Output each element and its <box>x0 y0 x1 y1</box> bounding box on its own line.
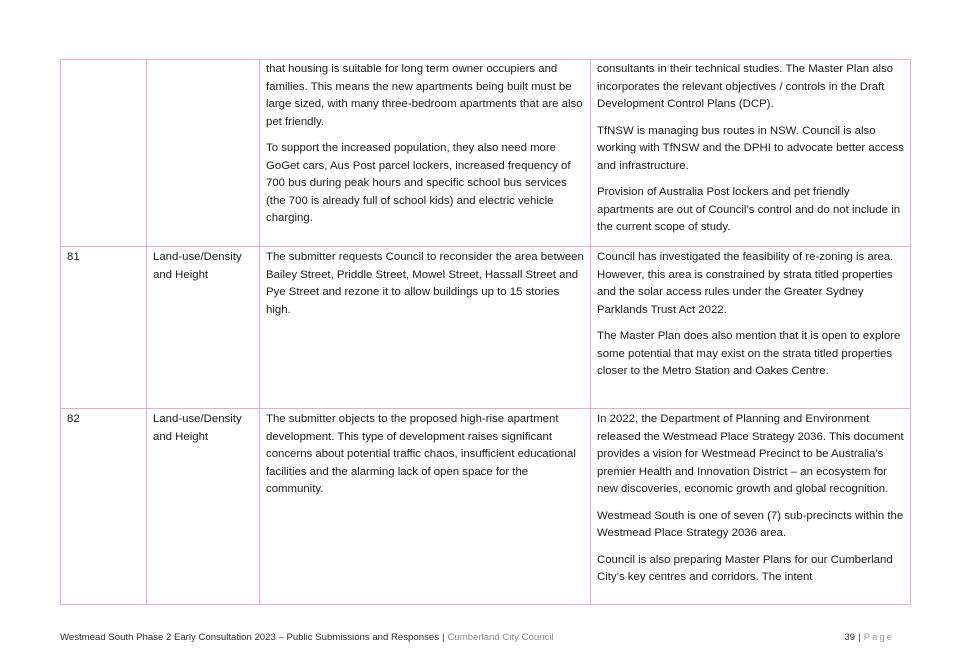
submission-cell <box>260 409 591 605</box>
response-paragraph: TfNSW is managing bus routes in NSW. Council is also working with TfNSW and the DPHI to advocate better access and infrastructure. <box>597 124 904 172</box>
response-cell <box>591 409 911 605</box>
response-paragraph: Provision of Australia Post lockers and pet friendly apartments are out of Council’s control and do not include in the current scope of study. <box>597 186 901 233</box>
submission-paragraph: that housing is suitable for long term owner occupiers and families. This means the new apartments being built must be large sized, with many three-bedroom apartments that are also pet friendly. <box>266 63 583 128</box>
submission-id-cell <box>61 60 147 247</box>
response-paragraph: In 2022, the Department of Planning and Environment released the Westmead Place Strategy 2036. This document provides a vision for Westmead Precinct to be Australia’s premier Health and Innovation District – an ecosystem for new discoveries, economic growth and global recognition. <box>597 413 904 495</box>
footer-organisation: Cumberland City Council <box>447 632 554 643</box>
submissions-table <box>60 59 911 605</box>
page-number-separator: | <box>858 632 861 643</box>
page-footer <box>60 632 894 643</box>
submission-id-cell: 82 <box>61 409 147 605</box>
submission-cell <box>260 247 591 409</box>
submission-cell <box>260 60 591 247</box>
table-row <box>61 409 911 605</box>
submission-paragraph: The submitter requests Council to reconsider the area between Bailey Street, Priddle Street, Mowel Street, Hassall Street and Pye Street and rezone it to allow buildings up to 15 stories high. <box>266 251 584 316</box>
response-cell <box>591 60 911 247</box>
footer-separator: | <box>442 632 445 643</box>
page-label: Page <box>863 632 894 643</box>
footer-document-title: Westmead South Phase 2 Early Consultation 2023 – Public Submissions and Responses <box>60 632 439 643</box>
category-cell <box>147 60 260 247</box>
response-paragraph: Council is also preparing Master Plans for our Cumberland City’s key centres and corridors. The intent <box>597 553 893 583</box>
submission-paragraph: The submitter objects to the proposed high-rise apartment development. This type of development raises significant concerns about potential traffic chaos, insufficient educational facilities and the alarming lack of open space for the community. <box>266 413 576 495</box>
page-number: 39 <box>844 632 856 643</box>
table-row <box>61 247 911 409</box>
category-cell: Land-use/Density and Height <box>147 247 260 409</box>
response-paragraph: consultants in their technical studies. The Master Plan also incorporates the relevant objectives / controls in the Draft Development Control Plans (DCP). <box>597 63 894 110</box>
response-paragraph: Council has investigated the feasibility of re-zoning is area. However, this area is constrained by strata titled properties and the solar access rules under the Greater Sydney Parklands Trust Act 2022. <box>597 251 894 316</box>
submission-id-cell: 81 <box>61 247 147 409</box>
submission-paragraph: To support the increased population, they also need more GoGet cars, Aus Post parcel lockers, increased frequency of 700 bus during peak hours and specific school bus services (the 700 is already full of school kids) and electric vehicle charging. <box>266 142 571 224</box>
category-cell: Land-use/Density and Height <box>147 409 260 605</box>
response-paragraph: The Master Plan does also mention that it is open to explore some potential that may exist on the strata titled properties closer to the Metro Station and Oakes Centre. <box>597 330 901 377</box>
page-number-block <box>844 632 894 643</box>
response-paragraph: Westmead South is one of seven (7) sub-precincts within the Westmead Place Strategy 2036 area. <box>597 509 904 539</box>
table-row <box>61 60 911 247</box>
response-cell <box>591 247 911 409</box>
